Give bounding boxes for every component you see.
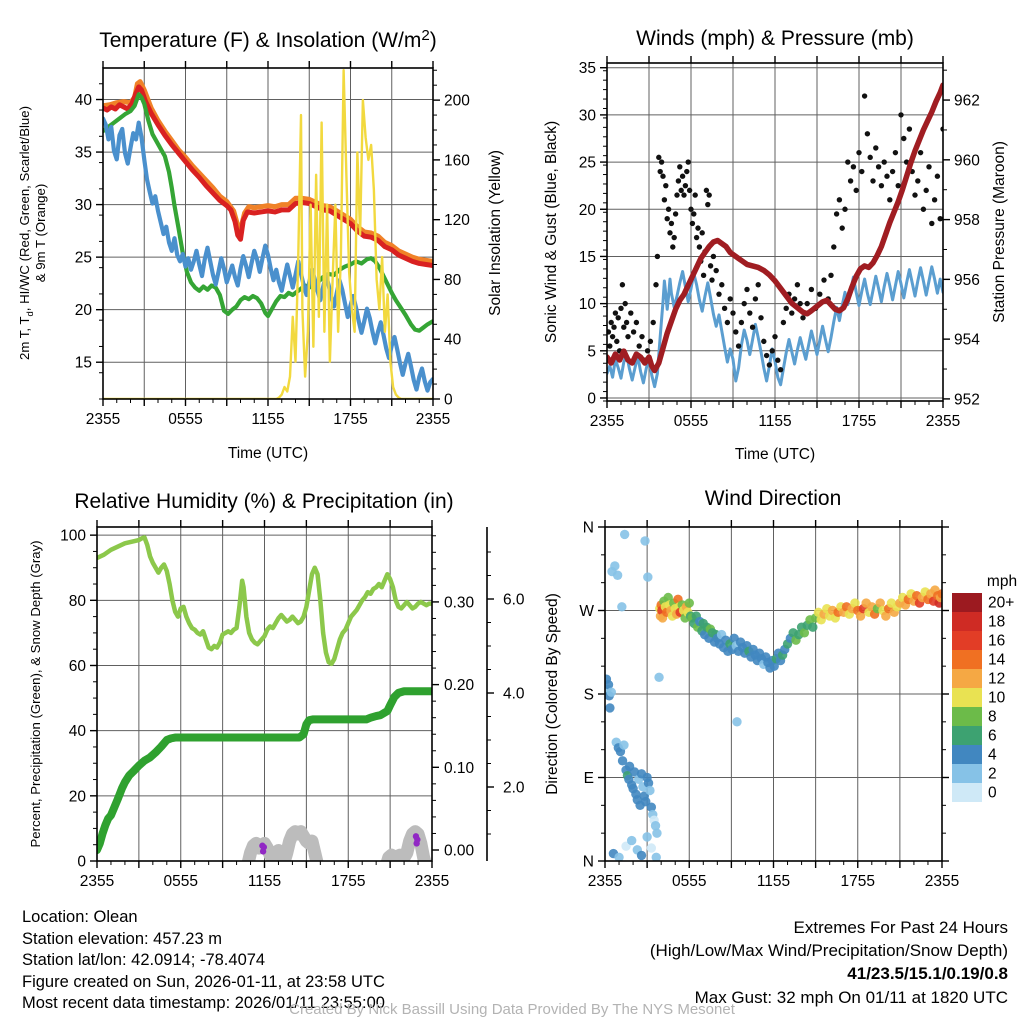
svg-text:E: E	[583, 770, 594, 787]
svg-text:0555: 0555	[673, 413, 709, 430]
svg-text:960: 960	[954, 152, 980, 170]
winds-pressure-chart	[543, 27, 1008, 463]
svg-text:0555: 0555	[163, 873, 198, 890]
extremes-values: 41/23.5/15.1/0.19/0.8	[847, 964, 1008, 984]
svg-text:10: 10	[988, 689, 1006, 707]
svg-text:958: 958	[954, 212, 980, 230]
svg-text:4: 4	[988, 746, 997, 764]
svg-text:S: S	[583, 686, 594, 704]
svg-text:40: 40	[74, 92, 92, 110]
svg-text:0: 0	[444, 391, 453, 409]
svg-text:1755: 1755	[331, 873, 366, 890]
svg-text:2: 2	[988, 765, 997, 783]
extremes-title: Extremes For Past 24 Hours	[793, 918, 1008, 937]
humidity-left-axis-label: Percent, Precipitation (Green), & Snow Depth (Gray)	[28, 540, 43, 848]
svg-text:35: 35	[74, 144, 92, 162]
svg-text:2355: 2355	[589, 413, 625, 430]
svg-text:W: W	[579, 603, 594, 620]
wind-left-axis-label: Sonic Wind & Gust (Blue, Black)	[543, 120, 560, 344]
svg-text:80: 80	[444, 271, 462, 289]
svg-text:0555: 0555	[672, 873, 707, 890]
svg-text:40: 40	[444, 331, 462, 349]
svg-text:40: 40	[68, 723, 86, 741]
svg-text:2355: 2355	[587, 873, 623, 890]
svg-text:25: 25	[74, 249, 92, 267]
svg-text:15: 15	[74, 354, 92, 372]
svg-text:35: 35	[578, 60, 596, 78]
svg-text:30: 30	[74, 197, 92, 215]
winds-chart-title: Winds (mph) & Pressure (mb)	[636, 27, 914, 50]
svg-text:8: 8	[988, 708, 997, 726]
extremes-block	[650, 916, 1008, 1009]
svg-text:12: 12	[988, 670, 1006, 688]
svg-text:4.0: 4.0	[503, 685, 525, 703]
svg-text:N: N	[582, 519, 594, 537]
svg-text:18: 18	[988, 613, 1006, 631]
temperature-insolation-chart	[17, 27, 504, 462]
svg-text:6.0: 6.0	[503, 591, 525, 609]
svg-text:10: 10	[578, 296, 596, 314]
svg-text:20: 20	[578, 201, 596, 219]
svg-text:20: 20	[68, 788, 86, 806]
svg-text:2355: 2355	[79, 873, 115, 890]
svg-text:1155: 1155	[758, 413, 792, 430]
location-line: Location: Olean	[22, 908, 138, 926]
svg-text:2355: 2355	[85, 411, 121, 428]
svg-text:1155: 1155	[247, 873, 282, 890]
svg-text:30: 30	[578, 107, 596, 125]
elevation-line: Station elevation: 457.23 m	[22, 929, 222, 948]
temperature-left-axis-label-line1: 2m T, $T_d$, HI/WC (Red, Green, Scarlet/Blue)	[17, 106, 36, 360]
svg-text:956: 956	[954, 271, 980, 289]
svg-text:16: 16	[988, 632, 1006, 650]
svg-text:0.20: 0.20	[444, 677, 475, 695]
svg-text:160: 160	[444, 152, 470, 170]
svg-text:0: 0	[988, 784, 997, 802]
svg-text:100: 100	[60, 527, 86, 545]
svg-text:0: 0	[77, 853, 86, 871]
svg-text:2.0: 2.0	[503, 779, 525, 797]
svg-text:1755: 1755	[841, 413, 877, 430]
figure-created-line: Figure created on Sun, 2026-01-11, at 23:58 UTC	[22, 972, 385, 991]
svg-text:60: 60	[68, 657, 86, 675]
direction-left-axis-label: Direction (Colored By Speed)	[544, 593, 561, 795]
svg-text:0555: 0555	[168, 411, 203, 428]
pressure-right-axis-label: Station Pressure (Maroon)	[991, 141, 1008, 323]
svg-text:1755: 1755	[333, 411, 368, 428]
temperature-xaxis-label: Time (UTC)	[227, 445, 309, 462]
direction-chart-title: Wind Direction	[704, 487, 842, 510]
svg-text:25: 25	[578, 154, 596, 172]
svg-text:2355: 2355	[924, 873, 960, 890]
svg-text:120: 120	[444, 212, 470, 230]
svg-text:2355: 2355	[415, 411, 451, 428]
svg-text:0: 0	[587, 390, 596, 408]
max-gust-line: Max Gust: 32 mph On 01/11 at 1820 UTC	[694, 987, 1008, 1007]
svg-text:6: 6	[988, 727, 997, 745]
colorbar-title: mph	[986, 573, 1018, 590]
data-timestamp-line: Most recent data timestamp: 2026/01/11 23:55:00	[22, 994, 385, 1013]
svg-text:1155: 1155	[251, 411, 285, 428]
station-info-block	[22, 907, 385, 1015]
svg-text:2355: 2355	[925, 413, 961, 430]
insolation-right-axis-label: Solar Insolation (Yellow)	[487, 150, 504, 316]
extremes-subtitle: (High/Low/Max Wind/Precipitation/Snow Depth)	[649, 941, 1008, 961]
svg-text:5: 5	[587, 343, 596, 361]
winds-xaxis-label: Time (UTC)	[734, 446, 816, 463]
svg-text:20: 20	[74, 302, 92, 320]
svg-text:0.10: 0.10	[444, 759, 475, 777]
svg-text:1755: 1755	[840, 873, 875, 890]
credit-line: Created By Nick Bassill Using Data Provided By The NYS Mesonet	[289, 1001, 735, 1018]
svg-text:200: 200	[444, 92, 470, 110]
svg-text:2355: 2355	[414, 873, 450, 890]
wind-direction-chart	[544, 487, 1017, 890]
svg-text:1155: 1155	[756, 873, 791, 890]
svg-text:20+: 20+	[988, 594, 1015, 612]
svg-text:0.30: 0.30	[444, 594, 475, 612]
humidity-chart-title: Relative Humidity (%) & Precipitation (in)	[74, 490, 454, 513]
humidity-precip-chart	[28, 490, 525, 890]
svg-text:962: 962	[954, 92, 980, 110]
svg-text:954: 954	[954, 331, 980, 349]
svg-text:15: 15	[578, 248, 596, 266]
temperature-left-axis-label-line2: & 9m T (Orange)	[33, 183, 48, 283]
svg-text:N: N	[582, 853, 594, 871]
svg-text:0.00: 0.00	[444, 842, 475, 860]
temperature-chart-title: Temperature (F) & Insolation $(W/m^2)$	[99, 27, 437, 52]
svg-text:952: 952	[954, 391, 980, 409]
latlon-line: Station lat/lon: 42.0914; -78.4074	[22, 951, 266, 970]
svg-text:80: 80	[68, 592, 86, 610]
svg-text:14: 14	[988, 651, 1006, 669]
